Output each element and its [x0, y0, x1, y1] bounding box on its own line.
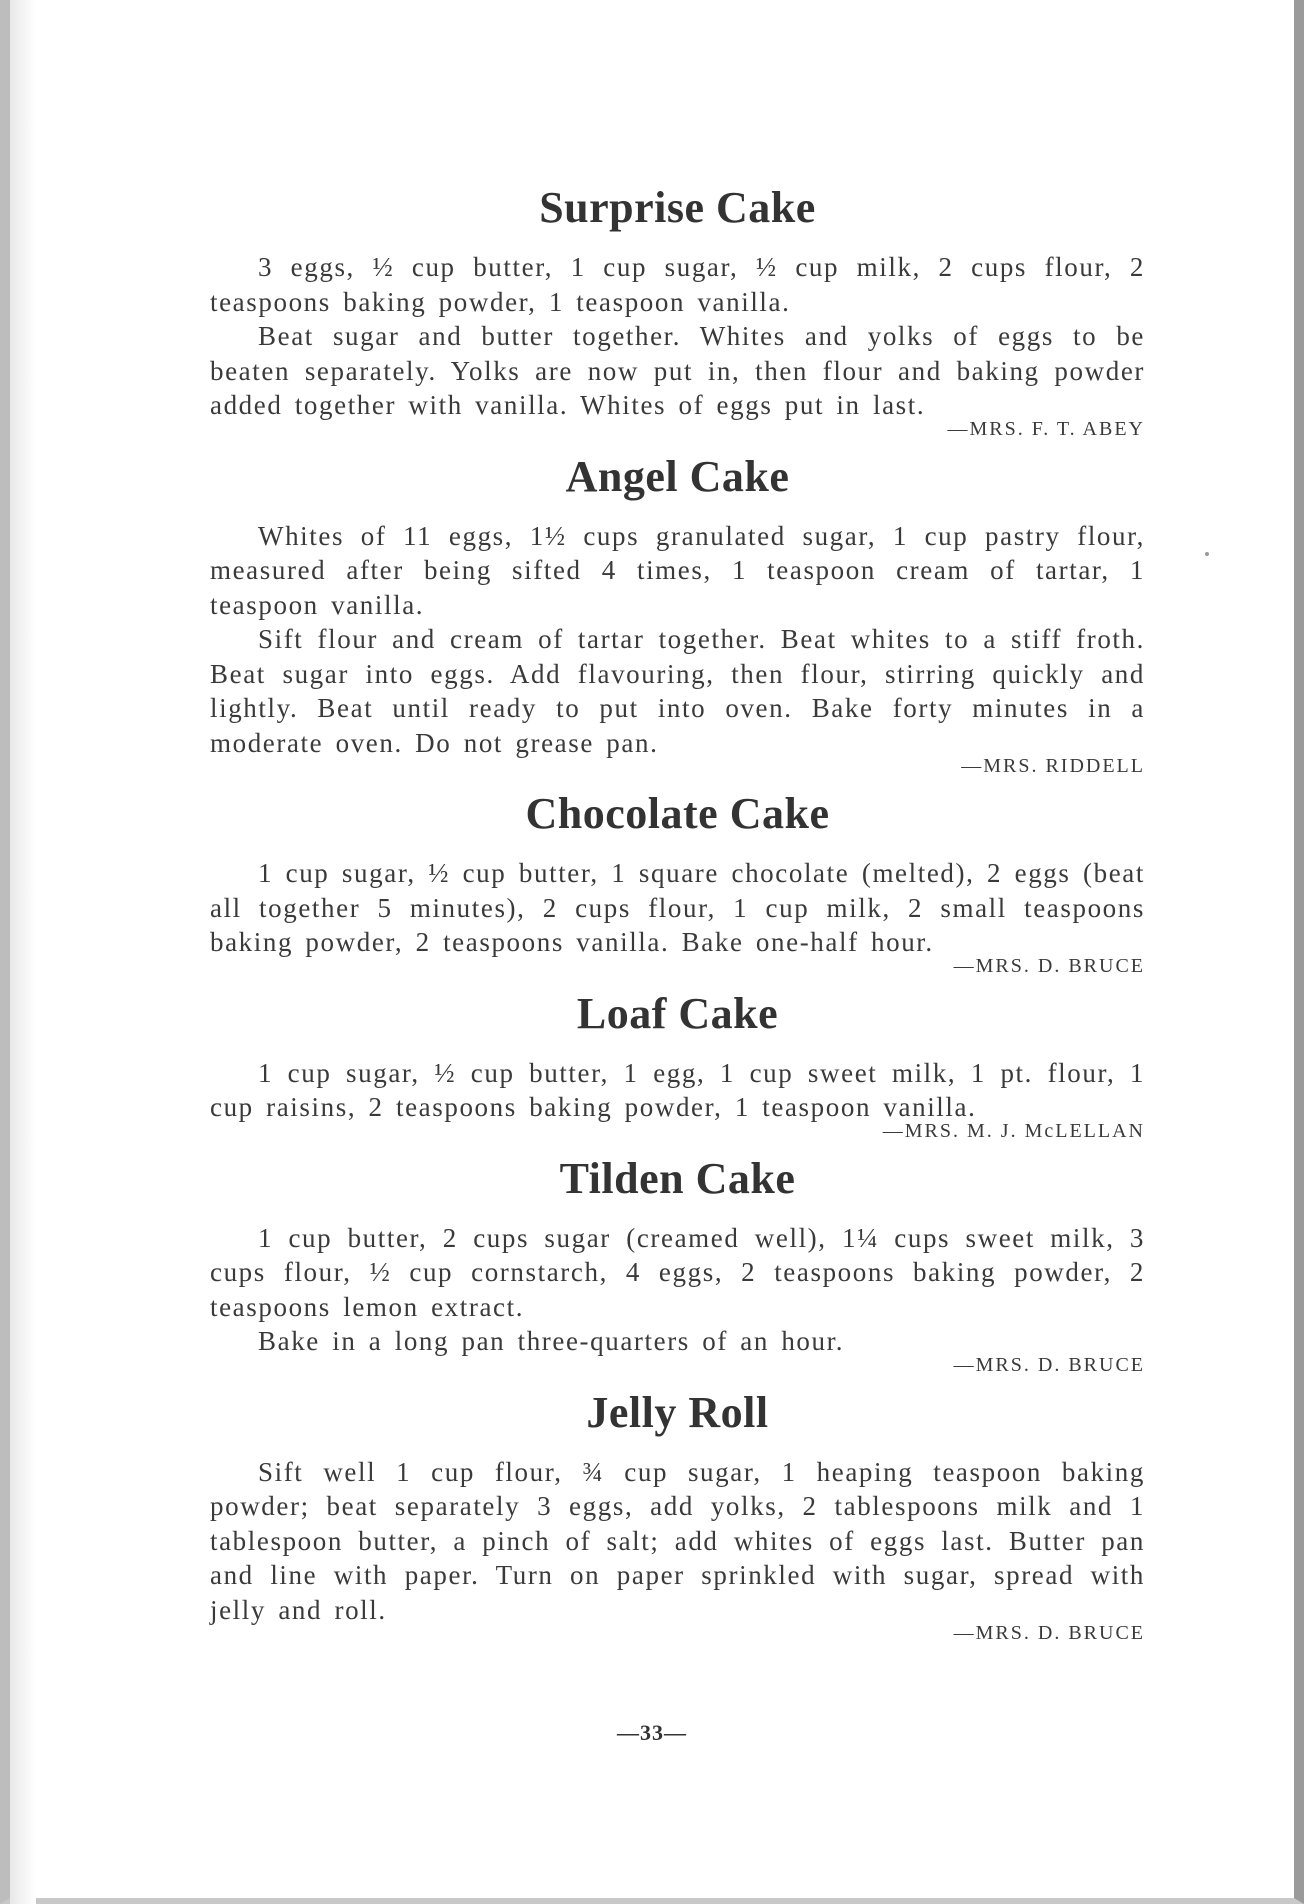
recipe-instructions: Bake in a long pan three-quarters of an hour.	[258, 1326, 845, 1356]
recipe-loaf-cake	[210, 986, 1145, 1143]
recipe-chocolate-cake	[210, 786, 1145, 978]
recipe-ingredients: 1 cup sugar, ½ cup butter, 1 square chocolate (melted), 2 eggs (beat all together 5 minutes), 2 cups flour, 1 cup milk, 2 small teaspoons baking powder, 2 teaspoons vanilla. Bake one-half hour.	[210, 858, 1145, 957]
recipe-title: Tilden Cake	[559, 1153, 796, 1203]
recipe-title: Angel Cake	[565, 451, 790, 501]
recipe-surprise-cake	[210, 180, 1145, 441]
recipe-attribution: —MRS. RIDDELL	[961, 755, 1145, 777]
recipe-jelly-roll	[210, 1385, 1145, 1646]
recipe-attribution: —MRS. F. T. ABEY	[947, 417, 1145, 440]
recipe-title: Chocolate Cake	[525, 789, 830, 838]
recipe-attribution: —MRS. D. BRUCE	[953, 1622, 1145, 1644]
paper-speck	[1205, 552, 1209, 556]
cookbook-page	[210, 180, 1145, 1653]
recipe-attribution: —MRS. M. J. McLELLAN	[882, 1119, 1145, 1142]
recipe-instructions: Sift well 1 cup flour, ¾ cup sugar, 1 heaping teaspoon baking powder; beat separately 3 eggs, add yolks, 2 tablespoons milk and 1 tablespoon butter, a pinch of salt; add whites of eggs last. Butter pan and line with paper. Turn on paper sprinkled with sugar, spread with jelly and roll.	[210, 1456, 1145, 1625]
recipe-title: Jelly Roll	[586, 1387, 769, 1437]
recipe-tilden-cake	[210, 1151, 1145, 1377]
recipe-attribution: —MRS. D. BRUCE	[953, 954, 1145, 977]
page-number: —33—	[617, 1720, 687, 1745]
recipe-title: Surprise Cake	[539, 183, 816, 232]
recipe-ingredients: Whites of 11 eggs, 1½ cups granulated sugar, 1 cup pastry flour, measured after being sifted 4 times, 1 teaspoon cream of tartar, 1 teaspoon vanilla.	[210, 520, 1145, 620]
book-spine-shadow	[10, 0, 36, 1904]
recipe-title: Loaf Cake	[576, 988, 779, 1038]
recipe-ingredients: 1 cup sugar, ½ cup butter, 1 egg, 1 cup sweet milk, 1 pt. flour, 1 cup raisins, 2 teaspoons baking powder, 1 teaspoon vanilla.	[210, 1057, 1145, 1122]
recipe-angel-cake	[210, 449, 1145, 779]
recipe-instructions: Beat sugar and butter together. Whites and yolks of eggs to be beaten separately. Yolks are now put in, then flour and baking powder added together with vanilla. Whites of eggs put in last.	[210, 321, 1145, 420]
recipe-attribution: —MRS. D. BRUCE	[953, 1353, 1145, 1376]
recipe-ingredients: 3 eggs, ½ cup butter, 1 cup sugar, ½ cup milk, 2 cups flour, 2 teaspoons baking powder, 1 teaspoon vanilla.	[210, 252, 1145, 317]
recipe-instructions: Sift flour and cream of tartar together. Beat whites to a stiff froth. Beat sugar into eggs. Add flavouring, then flour, stirring quickly and lightly. Beat until ready to put into oven. Bake forty minutes in a moderate oven. Do not grease pan.	[210, 624, 1145, 758]
recipe-ingredients: 1 cup butter, 2 cups sugar (creamed well), 1¼ cups sweet milk, 3 cups flour, ½ cup cornstarch, 4 eggs, 2 teaspoons baking powder, 2 teaspoons lemon extract.	[210, 1222, 1145, 1322]
